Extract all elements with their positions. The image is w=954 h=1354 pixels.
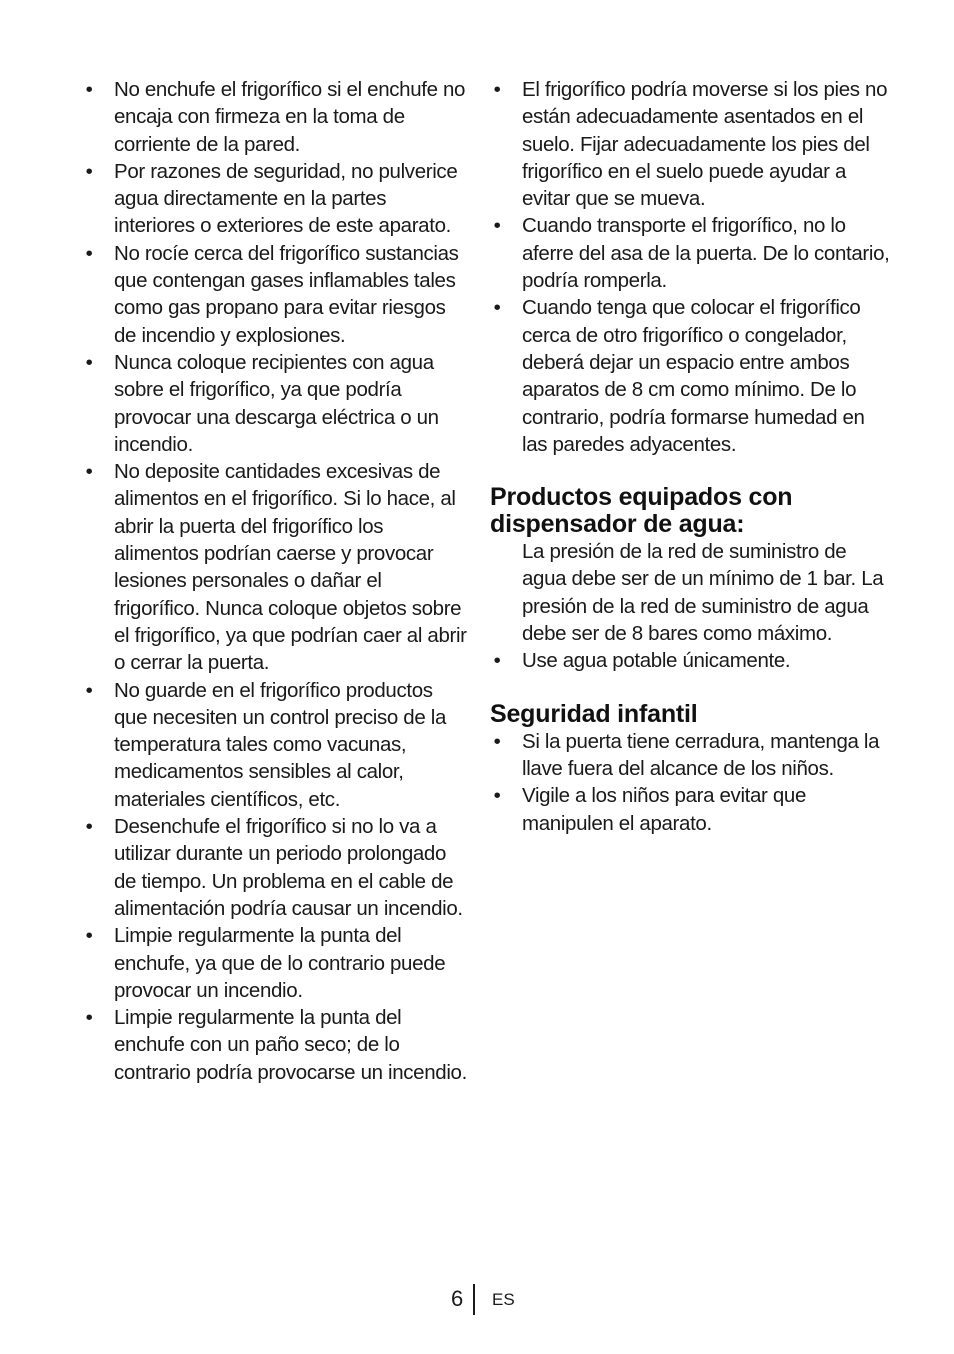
list-item bbox=[490, 212, 890, 294]
right-column bbox=[490, 76, 890, 837]
bullet-icon: • bbox=[85, 460, 93, 484]
list-item-text: No rocíe cerca del frigorífico sustancias que contengan gases inflamables tales como gas propano para evitar riesgos de incendio y explosiones. bbox=[114, 241, 459, 347]
list-item bbox=[490, 294, 890, 458]
footer-divider bbox=[473, 1284, 475, 1315]
bullet-icon: • bbox=[493, 784, 501, 808]
water-pressure-paragraph: La presión de la red de suministro de agua debe ser de un mínimo de 1 bar. La presión de la red de suministro de agua debe ser de 8 bares como máximo. bbox=[522, 540, 884, 646]
list-item bbox=[82, 240, 468, 349]
bullet-icon: • bbox=[85, 924, 93, 948]
page-number: 6 bbox=[451, 1286, 464, 1311]
water-dispenser-heading: Productos equipados con dispensador de agua: bbox=[490, 483, 793, 539]
list-item bbox=[82, 677, 468, 813]
list-item-text: Desenchufe el frigorífico si no lo va a utilizar durante un periodo prolongado de tiempo. Un problema en el cable de alimentación podría causar un incendio. bbox=[114, 815, 463, 920]
list-item bbox=[490, 728, 890, 783]
list-item-text: Si la puerta tiene cerradura, mantenga la llave fuera del alcance de los niños. bbox=[522, 729, 880, 780]
list-item-text: Use agua potable únicamente. bbox=[522, 649, 791, 673]
bullet-icon: • bbox=[85, 159, 93, 183]
bullet-icon: • bbox=[493, 296, 501, 320]
list-item-text: No enchufe el frigorífico si el enchufe no encaja con firmeza en la toma de corriente de la pared. bbox=[114, 78, 466, 156]
safety-list-left bbox=[82, 76, 468, 1086]
list-item-text: No guarde en el frigorífico productos que necesiten un control preciso de la temperatura tales como vacunas, medicamentos sensibles al calor, materiales científicos, etc. bbox=[114, 678, 447, 811]
bullet-icon: • bbox=[85, 1006, 93, 1030]
list-item-text: Limpie regularmente la punta del enchufe, ya que de lo contrario puede provocar un incendio. bbox=[114, 924, 446, 1002]
list-item bbox=[82, 922, 468, 1004]
page-footer bbox=[0, 1284, 954, 1314]
water-list bbox=[490, 647, 890, 674]
bullet-icon: • bbox=[85, 350, 93, 374]
child-safety-list bbox=[490, 728, 890, 837]
bullet-icon: • bbox=[85, 78, 93, 101]
bullet-icon: • bbox=[85, 241, 93, 265]
list-item bbox=[82, 76, 468, 158]
list-item-text: No deposite cantidades excesivas de alimentos en el frigorífico. Si lo hace, al abrir la puerta del frigorífico los alimentos podrían caerse y provocar lesiones personales o dañar el frigorífico. Nunca coloque objetos sobre el frigorífico, ya que podrían caer al abrir o cerrar la puerta. bbox=[114, 460, 467, 675]
list-item-text: Vigile a los niños para evitar que manipulen el aparato. bbox=[522, 784, 807, 835]
child-safety-heading: Seguridad infantil bbox=[490, 699, 698, 728]
language-code: ES bbox=[492, 1290, 515, 1309]
list-item bbox=[82, 813, 468, 922]
bullet-icon: • bbox=[85, 815, 93, 839]
safety-list-right bbox=[490, 76, 890, 458]
list-item bbox=[490, 76, 890, 212]
list-item bbox=[82, 1004, 468, 1086]
list-item-text: El frigorífico podría moverse si los pies no están adecuadamente asentados en el suelo. Fijar adecuadamente los pies del frigorífico en el suelo puede ayudar a evitar que se mueva. bbox=[522, 78, 888, 211]
list-item bbox=[490, 782, 890, 837]
bullet-icon: • bbox=[493, 78, 501, 101]
bullet-icon: • bbox=[493, 729, 501, 753]
list-item-text: Cuando transporte el frigorífico, no lo aferre del asa de la puerta. De lo contario, podría romperla. bbox=[522, 214, 890, 293]
list-item-text: Limpie regularmente la punta del enchufe con un paño seco; de lo contrario podría provocarse un incendio. bbox=[114, 1006, 467, 1084]
list-item-text: Cuando tenga que colocar el frigorífico cerca de otro frigorífico o congelador, deberá dejar un espacio entre ambos aparatos de 8 cm como mínimo. De lo contrario, podría formarse humedad en las paredes adyacentes. bbox=[522, 296, 865, 456]
list-item bbox=[82, 349, 468, 458]
list-item-text: Nunca coloque recipientes con agua sobre el frigorífico, ya que podría provocar una descarga eléctrica o un incendio. bbox=[114, 350, 439, 456]
bullet-icon: • bbox=[493, 649, 501, 673]
left-column bbox=[82, 76, 468, 1086]
bullet-icon: • bbox=[493, 214, 501, 238]
list-item bbox=[490, 647, 890, 674]
list-item bbox=[82, 158, 468, 240]
bullet-icon: • bbox=[85, 678, 93, 702]
list-item-text: Por razones de seguridad, no pulverice agua directamente en la partes interiores o exteriores de este aparato. bbox=[114, 159, 458, 238]
list-item bbox=[82, 458, 468, 676]
